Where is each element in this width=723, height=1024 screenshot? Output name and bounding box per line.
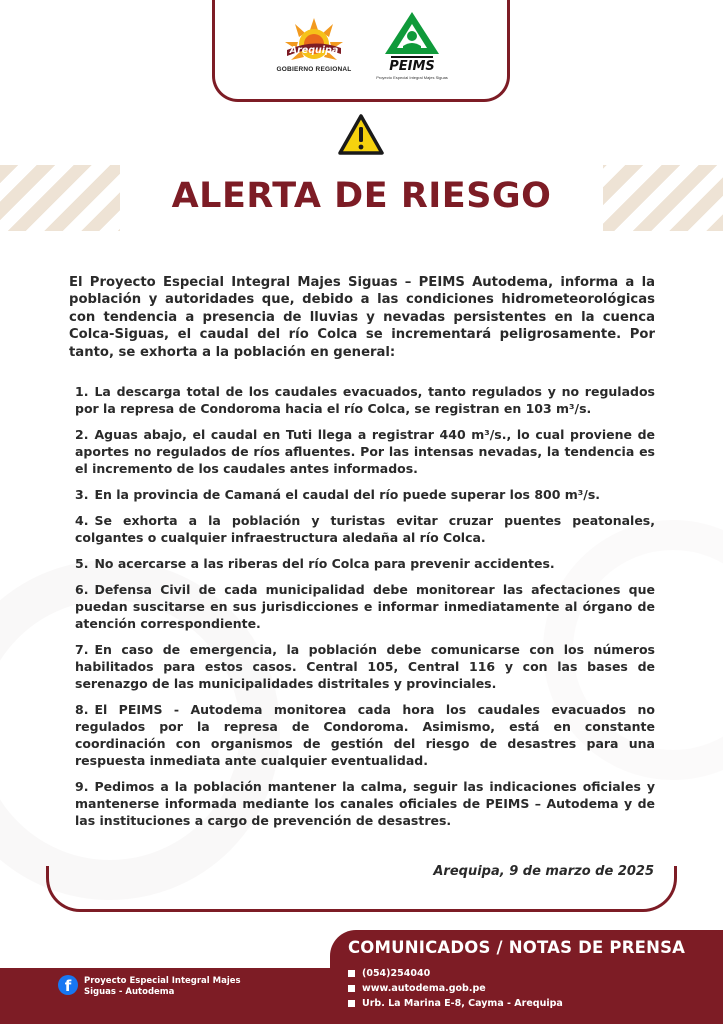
list-item: [69, 383, 655, 417]
item-number: 8.: [75, 702, 89, 718]
address-bullet-icon: [348, 1000, 355, 1007]
list-item: [69, 641, 655, 692]
contact-address: [348, 996, 563, 1011]
item-text: Aguas abajo, el caudal en Tuti llega a registrar 440 m³/s., lo cual proviene de aportes no regulados de ríos afluentes. Por las intensas nevadas, la tendencia es el incremento de los caudales antes informados.: [75, 427, 655, 477]
svg-text:Arequipa: Arequipa: [289, 45, 339, 56]
list-item: [69, 512, 655, 546]
item-number: 5.: [75, 556, 89, 572]
item-number: 3.: [75, 487, 89, 503]
contact-list: [348, 966, 563, 1011]
gobierno-regional-caption: GOBIERNO REGIONAL: [276, 66, 352, 73]
alert-body: [69, 274, 655, 838]
item-number: 6.: [75, 582, 89, 598]
facebook-page-label[interactable]: Proyecto Especial Integral Majes Siguas - Autodema: [84, 976, 241, 997]
list-item: [69, 778, 655, 829]
item-number: 2.: [75, 427, 89, 443]
item-number: 4.: [75, 513, 89, 529]
bottom-frame-arc: [46, 866, 677, 912]
peims-caption: Proyecto Especial Integral Majes Siguas: [376, 74, 448, 80]
header-logo-card: [212, 0, 510, 102]
item-text: La descarga total de los caudales evacuados, tanto regulados y no regulados por la represa de Condoroma hacia el río Colca, se registran en 103 m³/s.: [75, 384, 655, 417]
web-bullet-icon: [348, 985, 355, 992]
contact-website[interactable]: [348, 981, 563, 996]
item-text: No acercarse a las riberas del río Colca para prevenir accidentes.: [94, 556, 555, 572]
list-item: [69, 555, 655, 572]
peims-logo: [376, 10, 448, 80]
list-item: [69, 486, 655, 503]
phone-bullet-icon: [348, 970, 355, 977]
item-text: El PEIMS - Autodema monitorea cada hora los caudales evacuados no regulados por la represa de Condoroma. Asimismo, está en constante coordinación con organismos de gestión del riesgo de desastres para una respuesta inmediata ante cualquier eventualidad.: [75, 702, 655, 769]
contact-address-text: Urb. La Marina E-8, Cayma - Arequipa: [362, 998, 563, 1009]
arequipa-sun-icon: [283, 16, 345, 64]
list-item: [69, 581, 655, 632]
list-item: [69, 426, 655, 477]
item-text: Defensa Civil de cada municipalidad debe monitorear las afectaciones que puedan suscitarse en sus jurisdicciones e informar inmediatamente al órgano de atención correspondiente.: [75, 582, 655, 632]
item-number: 7.: [75, 642, 89, 658]
warning-triangle-icon: [337, 113, 385, 156]
list-item: [69, 701, 655, 769]
item-text: En caso de emergencia, la población debe comunicarse con los números habilitados para estos casos. Central 105, Central 116 y con las bases de serenazgo de las municipalidades distritales y provinciales.: [75, 642, 655, 692]
peims-wordmark: PEIMS: [389, 58, 435, 74]
item-text: Pedimos a la población mantener la calma, seguir las indicaciones oficiales y mantenerse informada mediante los canales oficiales de PEIMS – Autodema y de las instituciones a cargo de prevención de desastres.: [75, 779, 655, 829]
item-text: Se exhorta a la población y turistas evitar cruzar puentes peatonales, colgantes o cualquier infraestructura aledaña al río Colca.: [75, 513, 655, 546]
contact-website-text[interactable]: www.autodema.gob.pe: [362, 983, 486, 994]
item-number: 9.: [75, 779, 89, 795]
item-text: En la provincia de Camaná el caudal del río puede superar los 800 m³/s.: [94, 487, 601, 503]
issue-date: Arequipa, 9 de marzo de 2025: [433, 864, 654, 879]
recommendations-list: [69, 383, 655, 829]
facebook-icon[interactable]: f: [58, 975, 78, 995]
footer-heading: COMUNICADOS / NOTAS DE PRENSA: [348, 938, 686, 957]
arequipa-logo: [274, 16, 354, 73]
peims-mountain-icon: [381, 10, 443, 62]
contact-phone-text: (054)254040: [362, 968, 431, 979]
item-number: 1.: [75, 384, 89, 400]
page-title: ALERTA DE RIESGO: [171, 176, 552, 216]
contact-phone: [348, 966, 563, 981]
intro-paragraph: El Proyecto Especial Integral Majes Siguas – PEIMS Autodema, informa a la población y autoridades que, debido a las condiciones hidrometeorológicas con tendencia a presencia de lluvias y nevadas persistentes en la cuenca Colca-Siguas, el caudal del río Colca se incrementará peligrosamente. Por tanto, se exhorta a la población en general:: [69, 275, 655, 360]
